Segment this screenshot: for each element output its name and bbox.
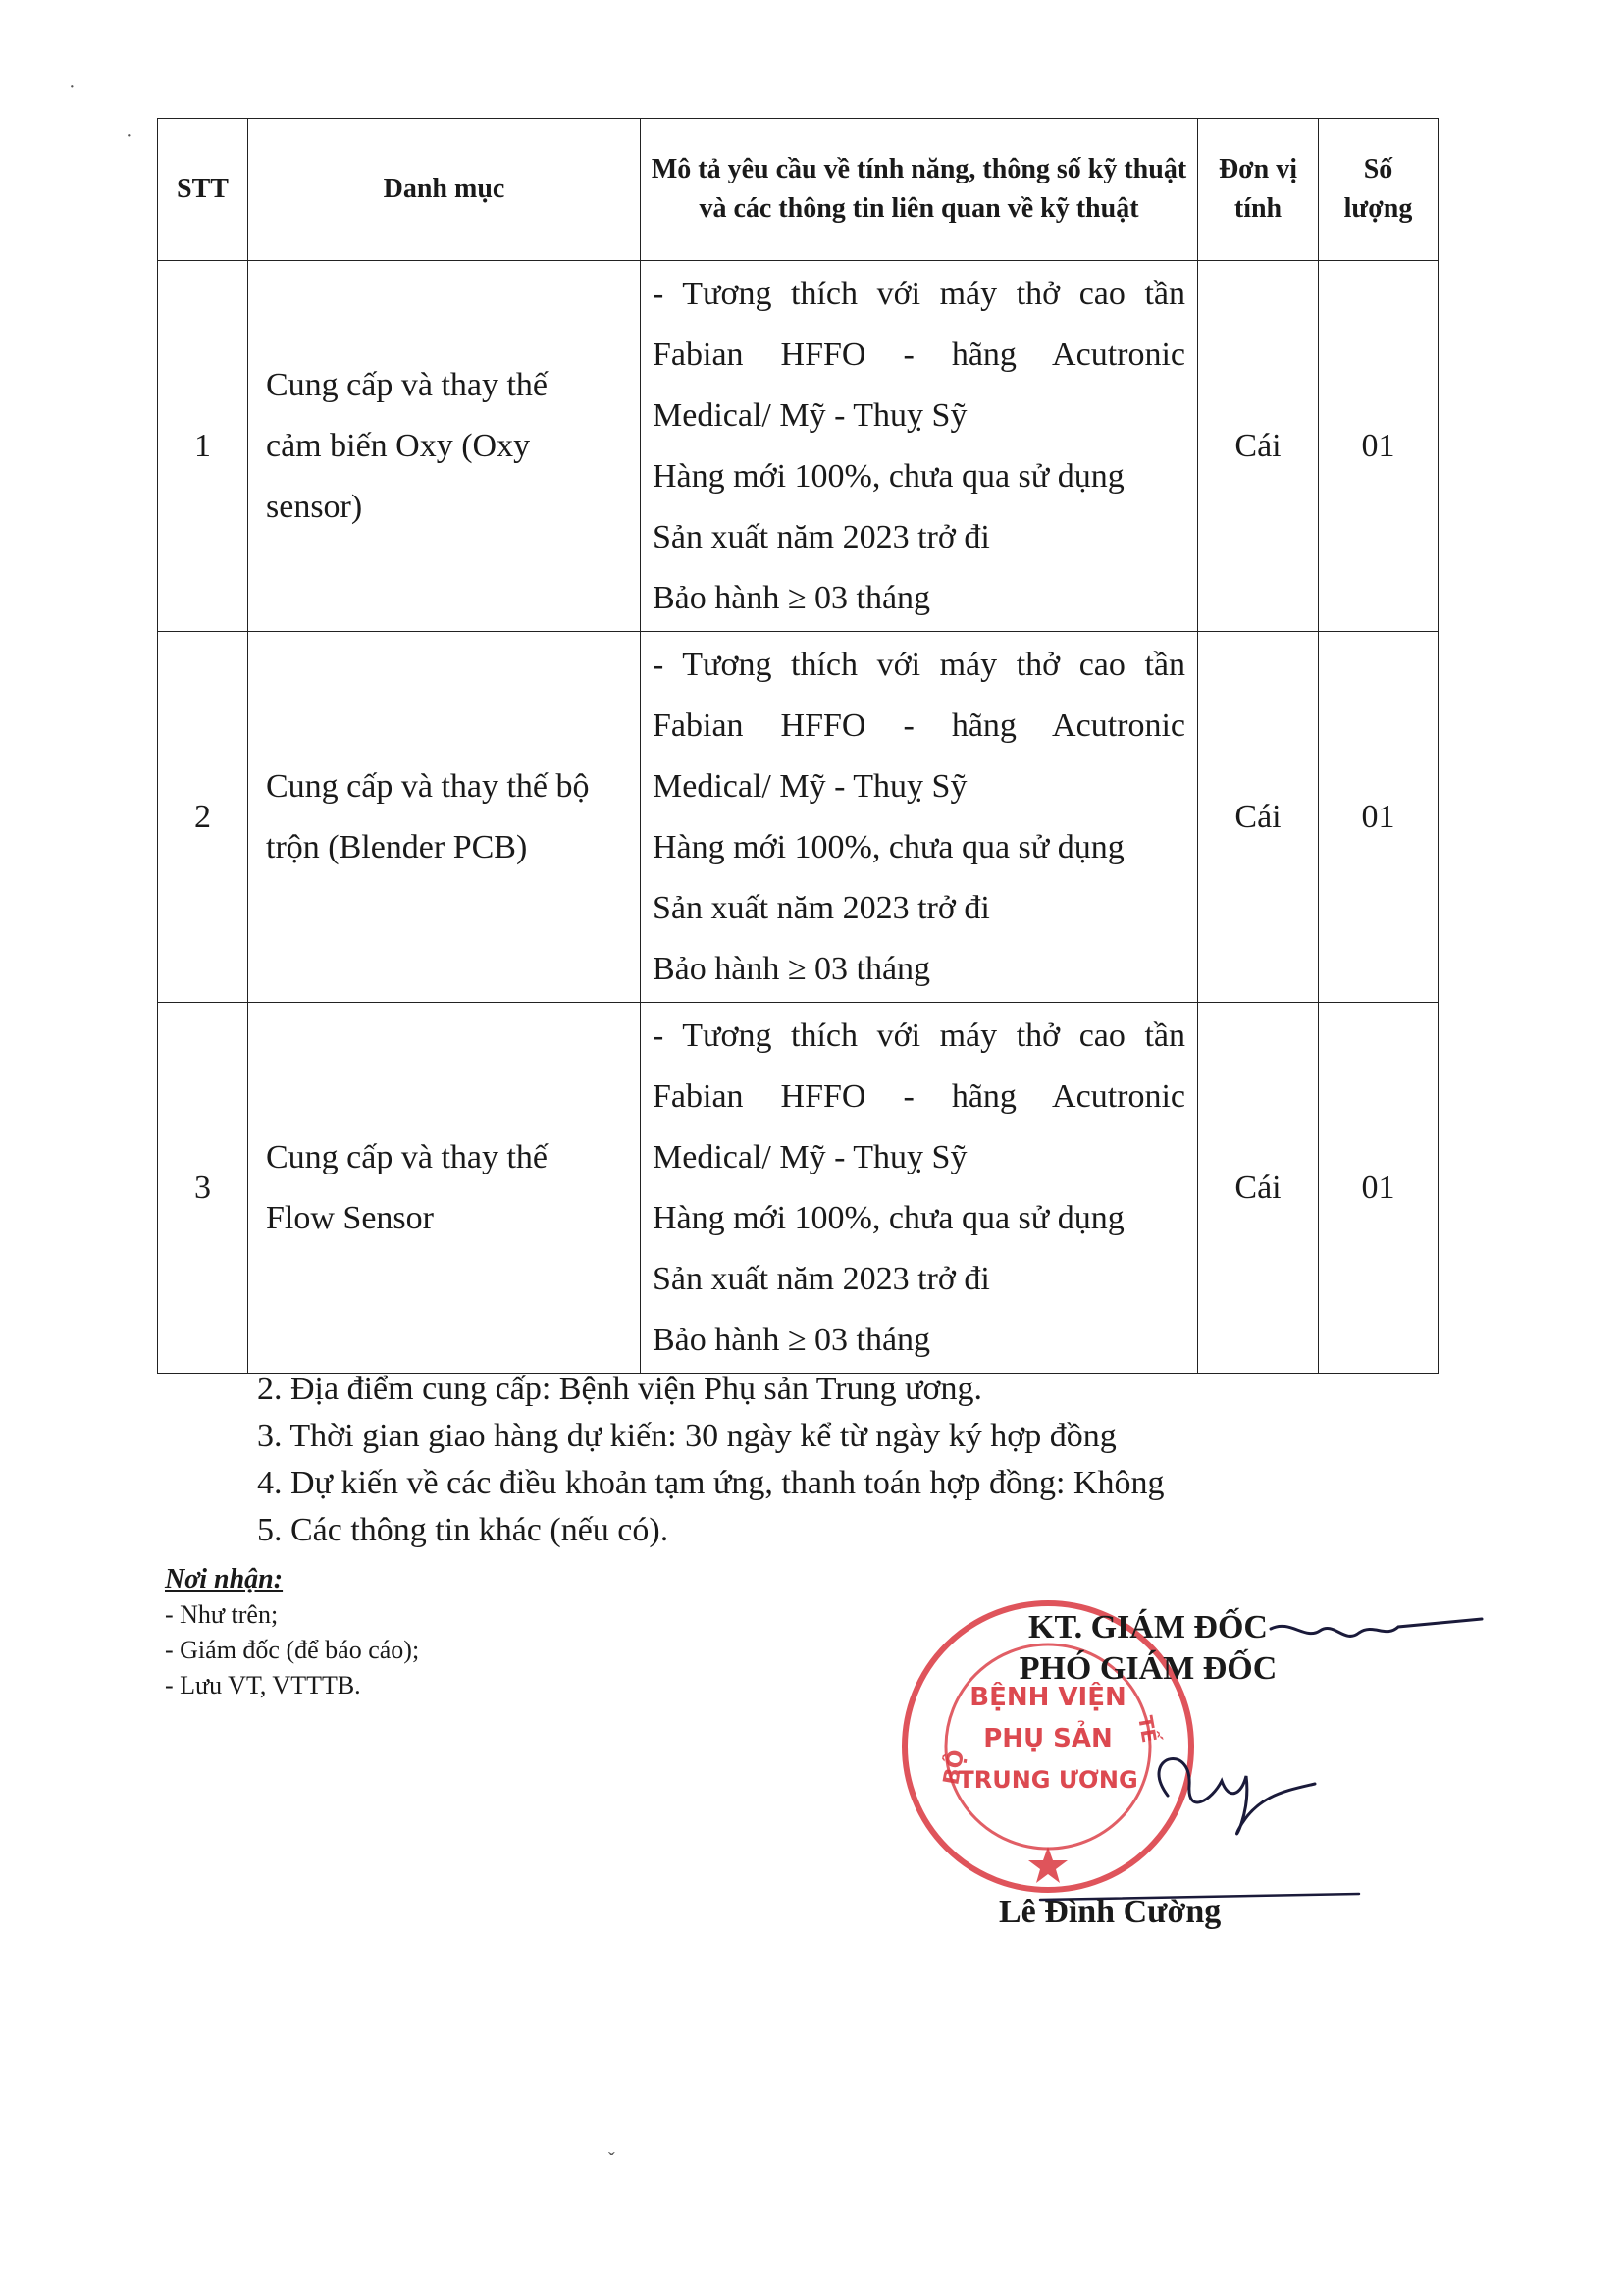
header-description: Mô tả yêu cầu về tính năng, thông số kỹ thuật và các thông tin liên quan về kỹ thuật [641,119,1198,261]
note-delivery-time: 3. Thời gian giao hàng dự kiến: 30 ngày kể từ ngày ký hợp đồng [257,1418,1117,1454]
table-row [158,632,1439,1003]
header-unit: Đơn vị tính [1198,119,1319,261]
seal-right-text: TẾ [1133,1713,1162,1745]
description-line: Hàng mới 100%, chưa qua sử dụng [653,828,1125,865]
row-description [641,632,1198,1003]
description-line: - Tương thích với máy thở cao tần [653,646,1185,683]
row-quantity: 01 [1319,261,1439,632]
scan-speck: · [126,126,132,147]
description-line: Fabian HFFO - hãng Acutronic [653,1077,1185,1115]
row-category [248,632,641,1003]
notes-section [257,1366,1164,1554]
row-description [641,261,1198,632]
signature-title-line-2: PHÓ GIÁM ĐỐC [1019,1650,1278,1687]
seal-left-text: BỘ [939,1748,970,1788]
table-header-row [158,119,1439,261]
category-line: Cung cấp và thay thế bộ [266,767,590,805]
description-line: Hàng mới 100%, chưa qua sử dụng [653,1199,1125,1236]
specification-table [157,118,1439,1374]
category-line: trộn (Blender PCB) [266,828,528,865]
description-line: Medical/ Mỹ - Thuỵ Sỹ [653,1138,968,1175]
row-stt: 1 [158,261,248,632]
description-line: Sản xuất năm 2023 trở đi [653,889,990,926]
recipients-title: Nơi nhận: [165,1564,284,1594]
header-quantity: Số lượng [1319,119,1439,261]
category-line: Cung cấp và thay thế [266,366,549,403]
scan-speck: · [69,77,76,98]
specification-table-container [157,118,1438,1374]
description-line: Bảo hành ≥ 03 tháng [653,579,931,616]
description-line: Medical/ Mỹ - Thuỵ Sỹ [653,396,968,434]
row-unit: Cái [1198,261,1319,632]
description-line: Medical/ Mỹ - Thuỵ Sỹ [653,767,968,805]
row-stt: 3 [158,1003,248,1374]
category-line: Cung cấp và thay thế [266,1138,549,1175]
note-payment-terms: 4. Dự kiến về các điều khoản tạm ứng, thanh toán hợp đồng: Không [257,1465,1165,1501]
row-category [248,1003,641,1374]
note-delivery-location: 2. Địa điểm cung cấp: Bệnh viện Phụ sản Trung ương. [257,1371,983,1407]
table-row [158,261,1439,632]
category-line: cảm biến Oxy (Oxy [266,427,531,464]
table-row [158,1003,1439,1374]
description-line: Bảo hành ≥ 03 tháng [653,950,931,987]
seal-line-1: BỆNH VIỆN [969,1683,1126,1712]
row-stt: 2 [158,632,248,1003]
note-other-info: 5. Các thông tin khác (nếu có). [257,1512,669,1548]
description-line: Sản xuất năm 2023 trở đi [653,1260,990,1297]
header-category: Danh mục [248,119,641,261]
row-quantity: 01 [1319,1003,1439,1374]
description-line: Sản xuất năm 2023 trở đi [653,518,990,555]
handwritten-signature [1021,1570,1511,1904]
category-line: Flow Sensor [266,1199,434,1236]
signer-name: Lê Đình Cường [999,1894,1222,1930]
header-stt: STT [158,119,248,261]
description-line: Bảo hành ≥ 03 tháng [653,1321,931,1358]
seal-line-3: TRUNG ƯƠNG [958,1766,1138,1794]
category-line: sensor) [266,488,363,525]
description-line: Hàng mới 100%, chưa qua sử dụng [653,457,1125,495]
row-unit: Cái [1198,632,1319,1003]
description-line: - Tương thích với máy thở cao tần [653,275,1185,312]
row-unit: Cái [1198,1003,1319,1374]
seal-line-2: PHỤ SẢN [983,1724,1113,1753]
row-description [641,1003,1198,1374]
description-line: Fabian HFFO - hãng Acutronic [653,706,1185,744]
row-quantity: 01 [1319,632,1439,1003]
recipient-item: - Như trên; [165,1600,279,1629]
scan-speck: ˇ [608,2149,615,2170]
signature-title-line-1: KT. GIÁM ĐỐC [1028,1609,1268,1645]
row-category [248,261,641,632]
recipients-section [165,1562,419,1703]
recipient-item: - Lưu VT, VTTTB. [165,1671,361,1699]
description-line: - Tương thích với máy thở cao tần [653,1017,1185,1054]
recipient-item: - Giám đốc (để báo cáo); [165,1636,420,1664]
description-line: Fabian HFFO - hãng Acutronic [653,336,1185,373]
